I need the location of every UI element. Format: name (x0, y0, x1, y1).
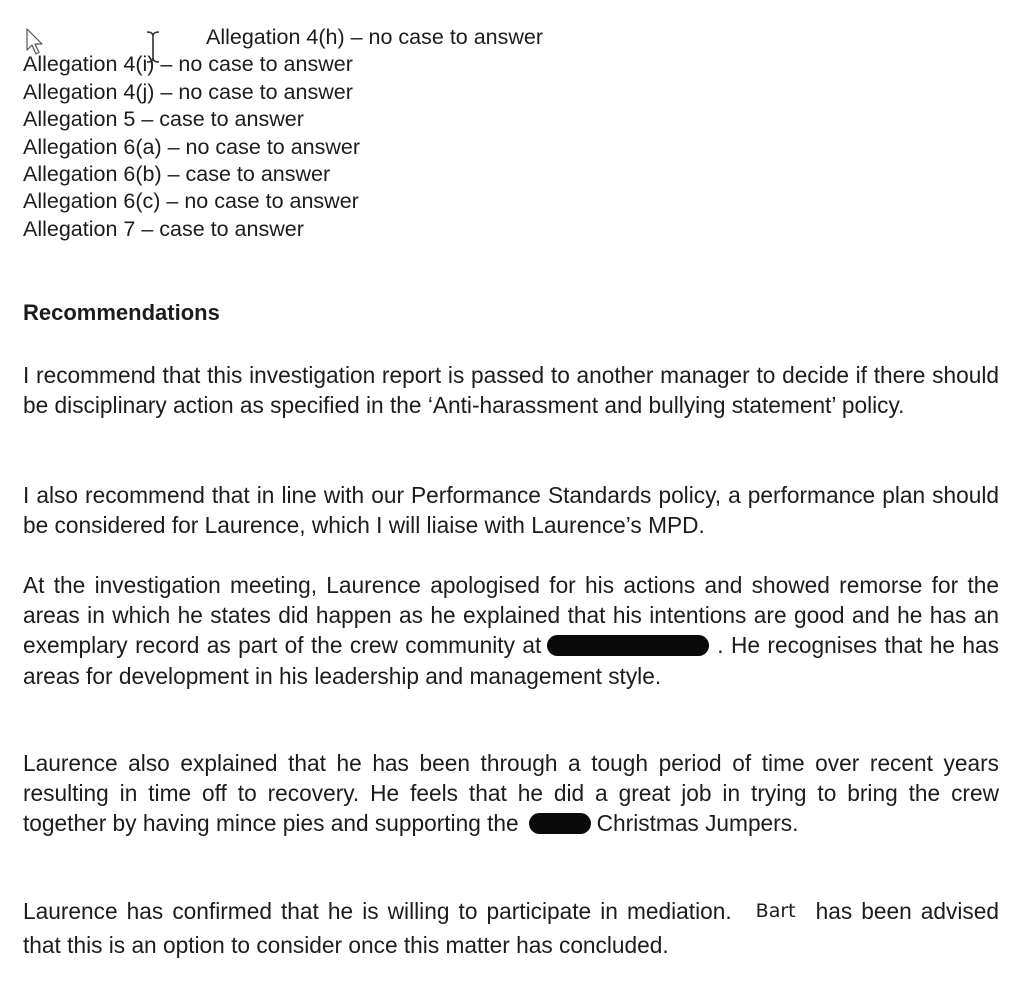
paragraph-text: Christmas Jumpers. (596, 810, 799, 837)
paragraph-text: Laurence also explained that he has been through a tough period of time over recent years resulting in time off to recovery. He feels that he did a great job in trying to bring the crew together by having mince pies and supporting the (23, 750, 999, 837)
allegation-item: Allegation 6(a) – no case to answer (23, 134, 361, 159)
recommendation-paragraph-2 (23, 480, 999, 540)
paragraph-text: has been advised that this is an option to consider once this matter has concluded. (23, 898, 999, 958)
redaction-mark (529, 813, 591, 834)
recommendation-paragraph-5 (23, 894, 999, 962)
paragraph-text: At the investigation meeting, Laurence apologised for his actions and showed remorse for the areas in which he states did happen as he explained that his intentions are good and he has an exemplary record as part of the crew community at (23, 572, 999, 659)
paragraph-text: I recommend that this investigation report is passed to another manager to decide if there should be disciplinary action as specified in the ‘Anti-harassment and bullying statement’ policy. (23, 362, 999, 419)
recommendation-paragraph-1 (23, 360, 999, 420)
paragraph-text: Laurence has confirmed that he is willing to participate in mediation. (23, 898, 732, 924)
allegation-item: Allegation 6(b) – case to answer (23, 162, 331, 187)
allegation-item: Allegation 5 – case to answer (23, 107, 304, 132)
recommendation-paragraph-3 (23, 570, 999, 691)
paragraph-text: I also recommend that in line with our Performance Standards policy, a performance plan should be considered for Laurence, which I will liaise with Laurence’s MPD. (23, 482, 999, 539)
allegation-item: Allegation 6(c) – no case to answer (23, 189, 359, 214)
mouse-pointer-icon (26, 28, 46, 56)
text-cursor-icon (145, 30, 161, 64)
paragraph-text: . He recognises that he has areas for development in his leadership and management style. (23, 632, 999, 689)
allegation-item: Allegation 4(i) – no case to answer (23, 52, 353, 77)
allegation-list (23, 24, 543, 243)
recommendations-heading: Recommendations (23, 300, 220, 325)
inserted-name: Bart (755, 900, 796, 922)
allegation-item: Allegation 4(j) – no case to answer (23, 79, 353, 104)
redaction-mark (547, 635, 709, 656)
allegation-item: Allegation 4(h) – no case to answer (206, 25, 544, 49)
allegation-item: Allegation 7 – case to answer (23, 216, 304, 241)
recommendation-paragraph-4 (23, 748, 999, 839)
